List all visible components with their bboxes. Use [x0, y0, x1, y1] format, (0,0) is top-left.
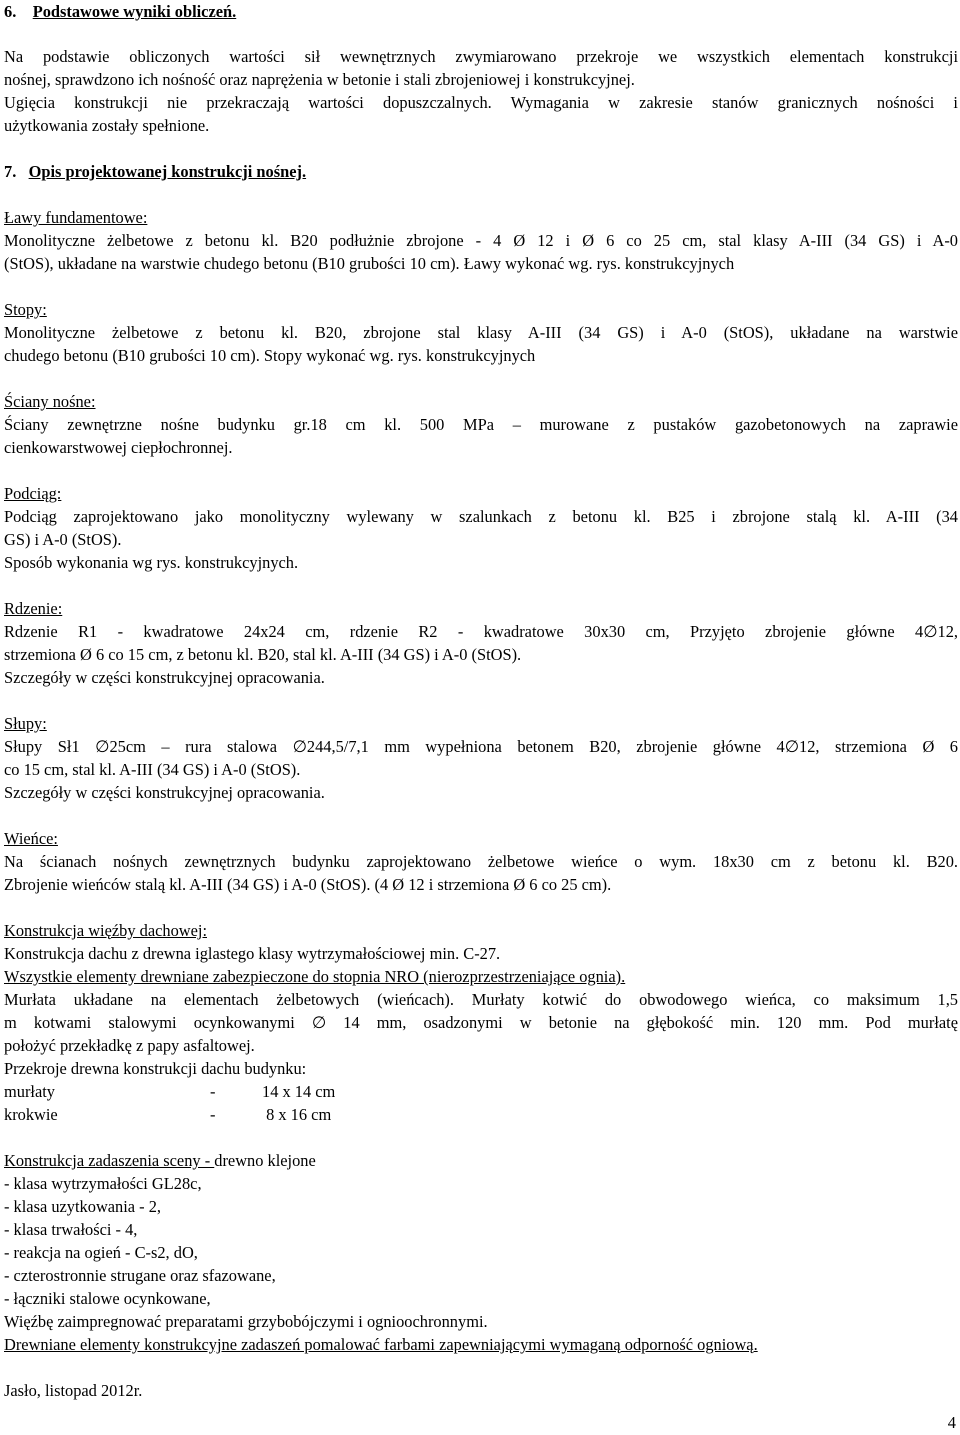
list-item: - klasa uzytkowania - 2, — [4, 1197, 162, 1216]
paragraph-line: Na podstawie obliczonych wartości sił wewnętrznych zwymiarowano przekroje we wszystkich elementach konstrukcji — [4, 47, 958, 66]
timber-section-row — [4, 1104, 404, 1127]
rdzenie-line: strzemiona Ø 6 co 15 cm, z betonu kl. B20, stal kl. A-III (34 GS) i A-0 (StOS). — [4, 645, 522, 664]
sciany-line: Ściany zewnętrzne nośne budynku gr.18 cm kl. 500 MPa – murowane z pustaków gazobetonowych na zaprawie — [4, 415, 958, 434]
lawy-line: (StOS), układane na warstwie chudego betonu (B10 grubości 10 cm). Ławy wykonać wg. rys. konstrukcyjnych — [4, 254, 735, 273]
zadaszenie-heading — [4, 1150, 316, 1173]
podciag-line: Sposób wykonania wg rys. konstrukcyjnych. — [4, 553, 299, 572]
zadaszenie-line: Więźbę zaimpregnować preparatami grzybobójczymi i ognioochronnymi. — [4, 1312, 488, 1331]
stopy-line: Monolityczne żelbetowe z betonu kl. B20, zbrojone stal klasy A-III (34 GS) i A-0 (StOS), układane na warstwie — [4, 323, 958, 342]
list-item: - czterostronnie strugane oraz sfazowane, — [4, 1266, 276, 1285]
wiezba-heading: Konstrukcja więźby dachowej: — [4, 921, 207, 940]
rdzenie-line: Szczegóły w części konstrukcyjnej opracowania. — [4, 668, 325, 687]
lawy-heading: Ławy fundamentowe: — [4, 208, 148, 227]
page-number: 4 — [947, 1413, 956, 1432]
wiezba-line: położyć przekładkę z papy asfaltowej. — [4, 1036, 255, 1055]
wiezba-line: Wszystkie elementy drewniane zabezpieczone do stopnia NRO (nierozprzestrzeniające ognia). — [4, 967, 626, 986]
section-number: 6. — [4, 2, 17, 21]
wiezba-line: Przekroje drewna konstrukcji dachu budynku: — [4, 1059, 307, 1078]
list-item: - klasa trwałości - 4, — [4, 1220, 138, 1239]
section-title: Podstawowe wyniki obliczeń. — [32, 2, 237, 21]
row-name: murłaty — [4, 1082, 55, 1101]
zadaszenie-line: Drewniane elementy konstrukcyjne zadaszeń pomalować farbami zapewniającymi wymaganą odporność ogniową. — [4, 1335, 758, 1354]
paragraph-line: Ugięcia konstrukcji nie przekraczają wartości dopuszczalnych. Wymagania w zakresie stanów granicznych nośności i — [4, 93, 958, 112]
row-dash: - — [210, 1082, 216, 1101]
slupy-line: co 15 cm, stal kl. A-III (34 GS) i A-0 (StOS). — [4, 760, 301, 779]
slupy-line: Szczegóły w części konstrukcyjnej opracowania. — [4, 783, 325, 802]
wience-heading: Wieńce: — [4, 829, 58, 848]
zadaszenie-heading-rest: drewno klejone — [214, 1151, 316, 1170]
lawy-line: Monolityczne żelbetowe z betonu kl. B20 podłużnie zbrojone - 4 Ø 12 i Ø 6 co 25 cm, stal klasy A-III (34 GS) i A-0 — [4, 231, 958, 250]
row-dash: - — [210, 1105, 216, 1124]
section-number: 7. — [4, 162, 17, 181]
sciany-line: cienkowarstwowej ciepłochronnej. — [4, 438, 233, 457]
wience-line: Zbrojenie wieńców stalą kl. A-III (34 GS) i A-0 (StOS). (4 Ø 12 i strzemiona Ø 6 co 25 cm). — [4, 875, 612, 894]
zadaszenie-heading-label: Konstrukcja zadaszenia sceny - — [4, 1151, 215, 1170]
podciag-line: GS) i A-0 (StOS). — [4, 530, 122, 549]
slupy-heading: Słupy: — [4, 714, 47, 733]
podciag-heading: Podciąg: — [4, 484, 62, 503]
rdzenie-heading: Rdzenie: — [4, 599, 63, 618]
paragraph-line: użytkowania zostały spełnione. — [4, 116, 210, 135]
section-title: Opis projektowanej konstrukcji nośnej. — [28, 162, 307, 181]
rdzenie-line: Rdzenie R1 - kwadratowe 24x24 cm, rdzenie R2 - kwadratowe 30x30 cm, Przyjęto zbrojenie główne 4∅12, — [4, 622, 958, 641]
row-value: 14 x 14 cm — [262, 1082, 336, 1101]
wiezba-line: Murłata układane na elementach żelbetowych (wieńcach). Murłaty kotwić do obwodowego wieńca, co maksimum 1,5 — [4, 990, 958, 1009]
section-6-heading — [4, 1, 236, 24]
wience-line: Na ścianach nośnych zewnętrznych budynku zaprojektowano żelbetowe wieńce o wym. 18x30 cm z betonu kl. B20. — [4, 852, 958, 871]
list-item: - łączniki stalowe ocynkowane, — [4, 1289, 211, 1308]
paragraph-line: nośnej, sprawdzono ich nośność oraz naprężenia w betonie i stali zbrojeniowej i konstrukcyjnej. — [4, 70, 635, 89]
list-item: - klasa wytrzymałości GL28c, — [4, 1174, 202, 1193]
timber-section-row — [4, 1081, 404, 1104]
slupy-line: Słupy Sł1 ∅25cm – rura stalowa ∅244,5/7,1 mm wypełniona betonem B20, zbrojenie główne 4∅12, strzemiona Ø 6 — [4, 737, 958, 756]
place-date: Jasło, listopad 2012r. — [4, 1381, 143, 1400]
wiezba-line: Konstrukcja dachu z drewna iglastego klasy wytrzymałościowej min. C-27. — [4, 944, 501, 963]
stopy-line: chudego betonu (B10 grubości 10 cm). Stopy wykonać wg. rys. konstrukcyjnych — [4, 346, 536, 365]
section-7-heading — [4, 161, 306, 184]
row-name: krokwie — [4, 1105, 58, 1124]
podciag-line: Podciąg zaprojektowano jako monolityczny wylewany w szalunkach z betonu kl. B25 i zbrojone stalą kl. A-III (34 — [4, 507, 958, 526]
sciany-heading: Ściany nośne: — [4, 392, 96, 411]
wiezba-line: m kotwami stalowymi ocynkowanymi ∅ 14 mm, osadzonymi w betonie na głębokość min. 120 mm. Pod murłatę — [4, 1013, 958, 1032]
list-item: - reakcja na ogień - C-s2, dO, — [4, 1243, 198, 1262]
stopy-heading: Stopy: — [4, 300, 47, 319]
row-value: 8 x 16 cm — [262, 1105, 332, 1124]
